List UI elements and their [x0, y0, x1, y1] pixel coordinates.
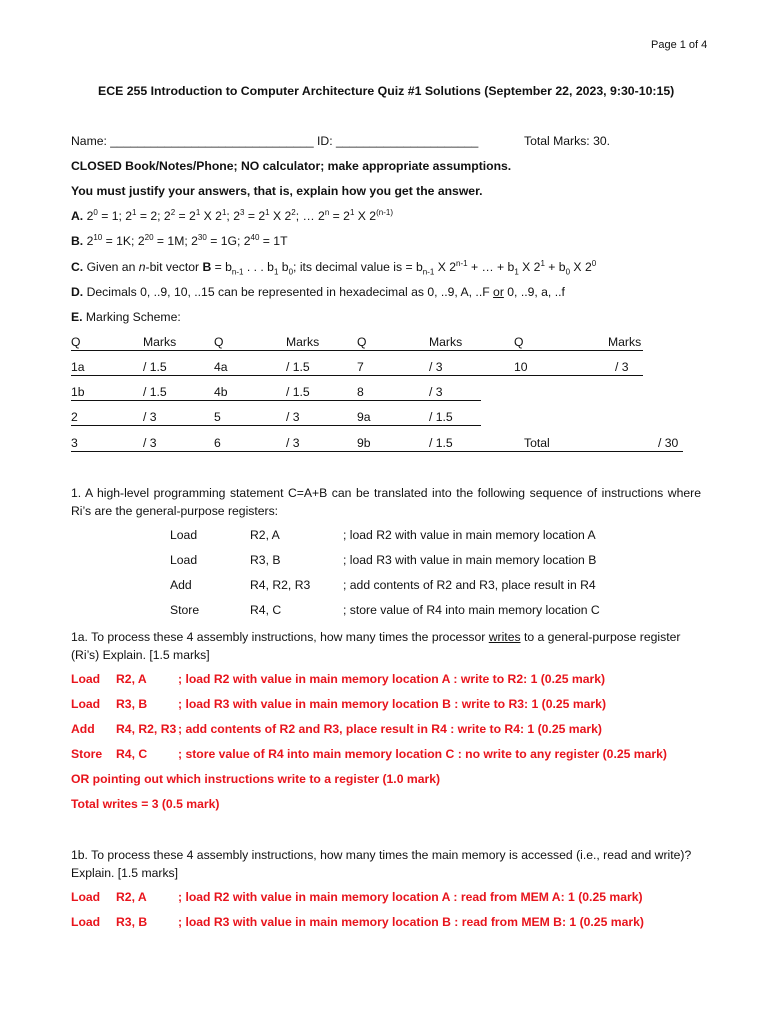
table-cell: / 1.5	[429, 436, 453, 450]
table-cell: / 3	[615, 360, 629, 374]
table-cell: / 3	[429, 385, 443, 399]
table-cell: 1b	[71, 385, 85, 399]
table-cell: 7	[357, 360, 364, 374]
table-rule	[71, 451, 683, 452]
name-id-fields: Name: ______________________________ ID: _____________________	[71, 134, 479, 148]
question-1a-text: 1a. To process these 4 assembly instructions, how many times the processor writes to a general-purpose register (Ri’s) Explain. [1.5 marks]	[71, 630, 681, 662]
table-cell: / 1.5	[286, 385, 310, 399]
answer-op: Load	[71, 915, 101, 929]
table-cell: 10	[514, 360, 528, 374]
table-cell: 8	[357, 385, 364, 399]
table-header: Q	[214, 335, 224, 349]
table-header: Q	[514, 335, 524, 349]
listing-op: Store	[170, 603, 200, 617]
total-marks: Total Marks: 30.	[524, 134, 611, 148]
note-e: E. Marking Scheme:	[71, 310, 181, 324]
listing-args: R4, R2, R3	[250, 578, 311, 592]
listing-args: R2, A	[250, 528, 280, 542]
table-cell: 9b	[357, 436, 371, 450]
answer-args: R2, A	[116, 672, 147, 686]
listing-args: R4, C	[250, 603, 282, 617]
table-rule	[71, 350, 643, 351]
table-cell: 5	[214, 410, 221, 424]
question-1b-text: 1b. To process these 4 assembly instructions, how many times the main memory is accessed (i.e., read and write)? Explain. [1.5 marks]	[71, 848, 692, 880]
table-cell: / 1.5	[143, 385, 167, 399]
table-cell: Total	[524, 436, 550, 450]
table-cell: / 1.5	[143, 360, 167, 374]
table-header: Marks	[429, 335, 463, 349]
page-title: ECE 255 Introduction to Computer Architecture Quiz #1 Solutions (September 22, 2023, 9:30-10:15)	[98, 84, 675, 98]
listing-comment: ; add contents of R2 and R3, place result in R4	[343, 578, 596, 592]
table-cell: / 1.5	[286, 360, 310, 374]
table-rule	[71, 400, 481, 401]
table-header: Marks	[608, 335, 642, 349]
note-a: A. $2^0 = 1$; $2^1 = 2$; $2^2 = 2^1$ X $2^1$; $2^3 = 2^1$ X $2^2$; … $2^n = 2^1$ X 2$^{(n-1)}$	[71, 207, 393, 223]
table-cell: / 3	[286, 436, 300, 450]
listing-args: R3, B	[250, 553, 281, 567]
answer-comment: ; load R2 with value in main memory location A : read from MEM A: 1 (0.25 mark)	[178, 890, 643, 904]
listing-comment: ; store value of R4 into main memory location C	[343, 603, 600, 617]
table-cell: 4b	[214, 385, 228, 399]
answer-op: Add	[71, 722, 95, 736]
table-cell: / 1.5	[429, 410, 453, 424]
answer-comment: ; load R3 with value in main memory location B : read from MEM B: 1 (0.25 mark)	[178, 915, 644, 929]
answer-args: R3, B	[116, 697, 148, 711]
note-d: D. Decimals 0, ..9, 10, ..15 can be represented in hexadecimal as 0, ..9, A, ..F or 0, ..9, a, ..f	[71, 285, 565, 299]
table-cell: 1a	[71, 360, 85, 374]
table-header: Q	[357, 335, 367, 349]
table-cell: 2	[71, 410, 78, 424]
answer-comment: ; store value of R4 into main memory location C : no write to any register (0.25 mark)	[178, 747, 667, 761]
instruction-closed-book: CLOSED Book/Notes/Phone; NO calculator; make appropriate assumptions.	[71, 159, 512, 173]
page-number: Page 1 of 4	[651, 39, 708, 51]
table-cell: 4a	[214, 360, 228, 374]
answer-total-line: Total writes = 3 (0.5 mark)	[71, 797, 220, 811]
answer-args: R2, A	[116, 890, 147, 904]
answer-args: R3, B	[116, 915, 148, 929]
note-b: B. $2^{10} = 1K$; $2^{20} = 1M$; $2^{30} = 1G$; $2^{40} = 1T$	[71, 232, 288, 248]
listing-comment: ; load R3 with value in main memory location B	[343, 553, 597, 567]
answer-args: R4, C	[116, 747, 148, 761]
answer-op: Load	[71, 890, 101, 904]
table-header: Marks	[143, 335, 177, 349]
table-cell: / 3	[143, 436, 157, 450]
table-header: Marks	[286, 335, 320, 349]
answer-op: Load	[71, 672, 101, 686]
answer-comment: ; load R3 with value in main memory location B : write to R3: 1 (0.25 mark)	[178, 697, 607, 711]
note-c: C. Given an n-bit vector $B = b_{n-1}$ . . . $b_1$ $b_0$; its decimal value is = $b_{n-1}$ X $2^{n-1}$ + … + $b_1$ X $2^1 + b_0$ X $2^0$	[71, 258, 597, 277]
listing-comment: ; load R2 with value in main memory location A	[343, 528, 596, 542]
answer-op: Load	[71, 697, 101, 711]
answer-args: R4, R2, R3	[116, 722, 177, 736]
answer-or-line: OR pointing out which instructions write to a register (1.0 mark)	[71, 772, 441, 786]
table-cell: / 3	[143, 410, 157, 424]
answer-comment: ; add contents of R2 and R3, place result in R4 : write to R4: 1 (0.25 mark)	[178, 722, 602, 736]
listing-op: Add	[170, 578, 192, 592]
table-cell: / 3	[286, 410, 300, 424]
table-rule	[71, 375, 643, 376]
table-cell: 6	[214, 436, 221, 450]
table-cell: / 30	[658, 436, 679, 450]
question-1-intro: 1. A high-level programming statement C=A+B can be translated into the following sequence of instructions where Ri’s are the general-purpose registers:	[71, 486, 701, 518]
listing-op: Load	[170, 528, 198, 542]
table-cell: 9a	[357, 410, 371, 424]
listing-op: Load	[170, 553, 198, 567]
table-rule	[71, 425, 481, 426]
answer-op: Store	[71, 747, 103, 761]
table-header: Q	[71, 335, 81, 349]
table-cell: / 3	[429, 360, 443, 374]
answer-comment: ; load R2 with value in main memory location A : write to R2: 1 (0.25 mark)	[178, 672, 606, 686]
instruction-justify: You must justify your answers, that is, explain how you get the answer.	[71, 184, 483, 198]
table-cell: 3	[71, 436, 78, 450]
